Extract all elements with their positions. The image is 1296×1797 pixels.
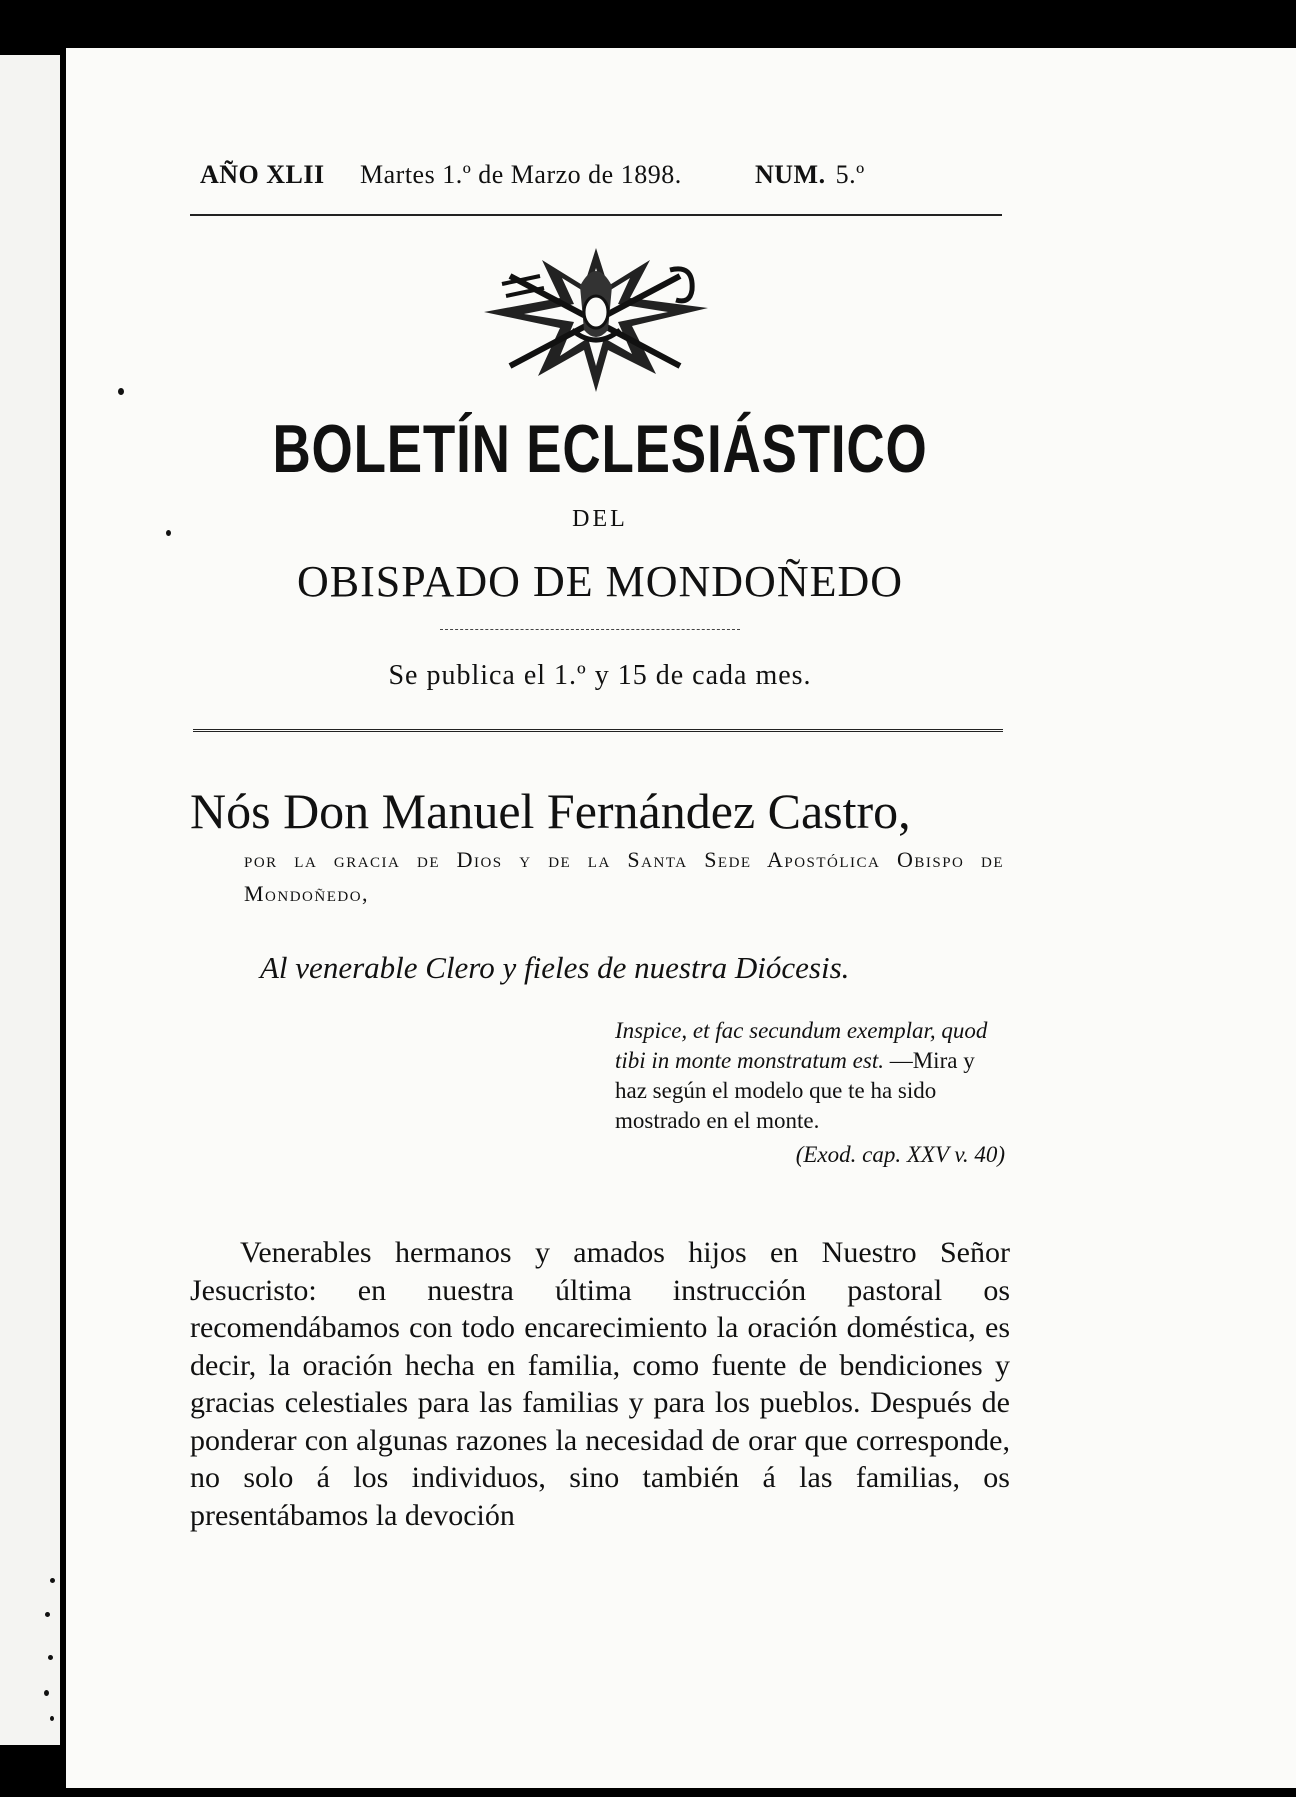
bishop-title: por la gracia de Dios y de la Santa Sede Apostólica Obispo de Mondoñedo,: [244, 847, 1004, 906]
publication-frequency: Se publica el 1.º y 15 de cada mes.: [388, 660, 812, 691]
bishop-name: Nós Don Manuel Fernández Castro,: [190, 783, 911, 839]
issue-number: 5.º: [835, 160, 865, 189]
epigraph: [615, 1016, 1005, 1170]
epigraph-latin: Inspice, et fac secundum exemplar, quod tibi in monte monstratum est.: [615, 1018, 988, 1073]
epigraph-reference: (Exod. cap. XXV v. 40): [795, 1142, 1005, 1167]
body-paragraph: Venerables hermanos y amados hijos en Nuestro Señor Jesucristo: en nuestra última instrucción pastoral os recomendábamos con todo encarecimiento la oración doméstica, es decir, la oración hecha en familia, como fuente de bendiciones y gracias celestiales para las familias y para los pueblos. Después de ponderar con algunas razones la necesidad de orar que corresponde, no solo á los individuos, sino también á las familias, os presentábamos la devoción: [190, 1236, 1010, 1532]
pastoral-body: [190, 1234, 1010, 1534]
dedication: Al venerable Clero y fieles de nuestra Diócesis.: [260, 950, 850, 985]
publication-title: BOLETÍN ECLESIÁSTICO: [272, 411, 928, 487]
issue-date: Martes 1.º de Marzo de 1898.: [360, 160, 682, 189]
ornament-rule: [440, 629, 740, 630]
title-connector: DEL: [572, 506, 628, 532]
episcopal-emblem: [480, 246, 712, 394]
issue-number-label: NUM.: [755, 160, 826, 189]
issue-year: AÑO XLII: [200, 160, 325, 189]
header-rule: [190, 214, 1002, 216]
facing-page-edge: [0, 55, 60, 1745]
issue-header: [200, 160, 1020, 190]
epigraph-translation: —Mira y haz según el modelo que te ha sido mostrado en el monte.: [615, 1048, 975, 1133]
masthead-rule: [193, 729, 1003, 732]
diocese-name: OBISPADO DE MONDOÑEDO: [296, 557, 904, 606]
